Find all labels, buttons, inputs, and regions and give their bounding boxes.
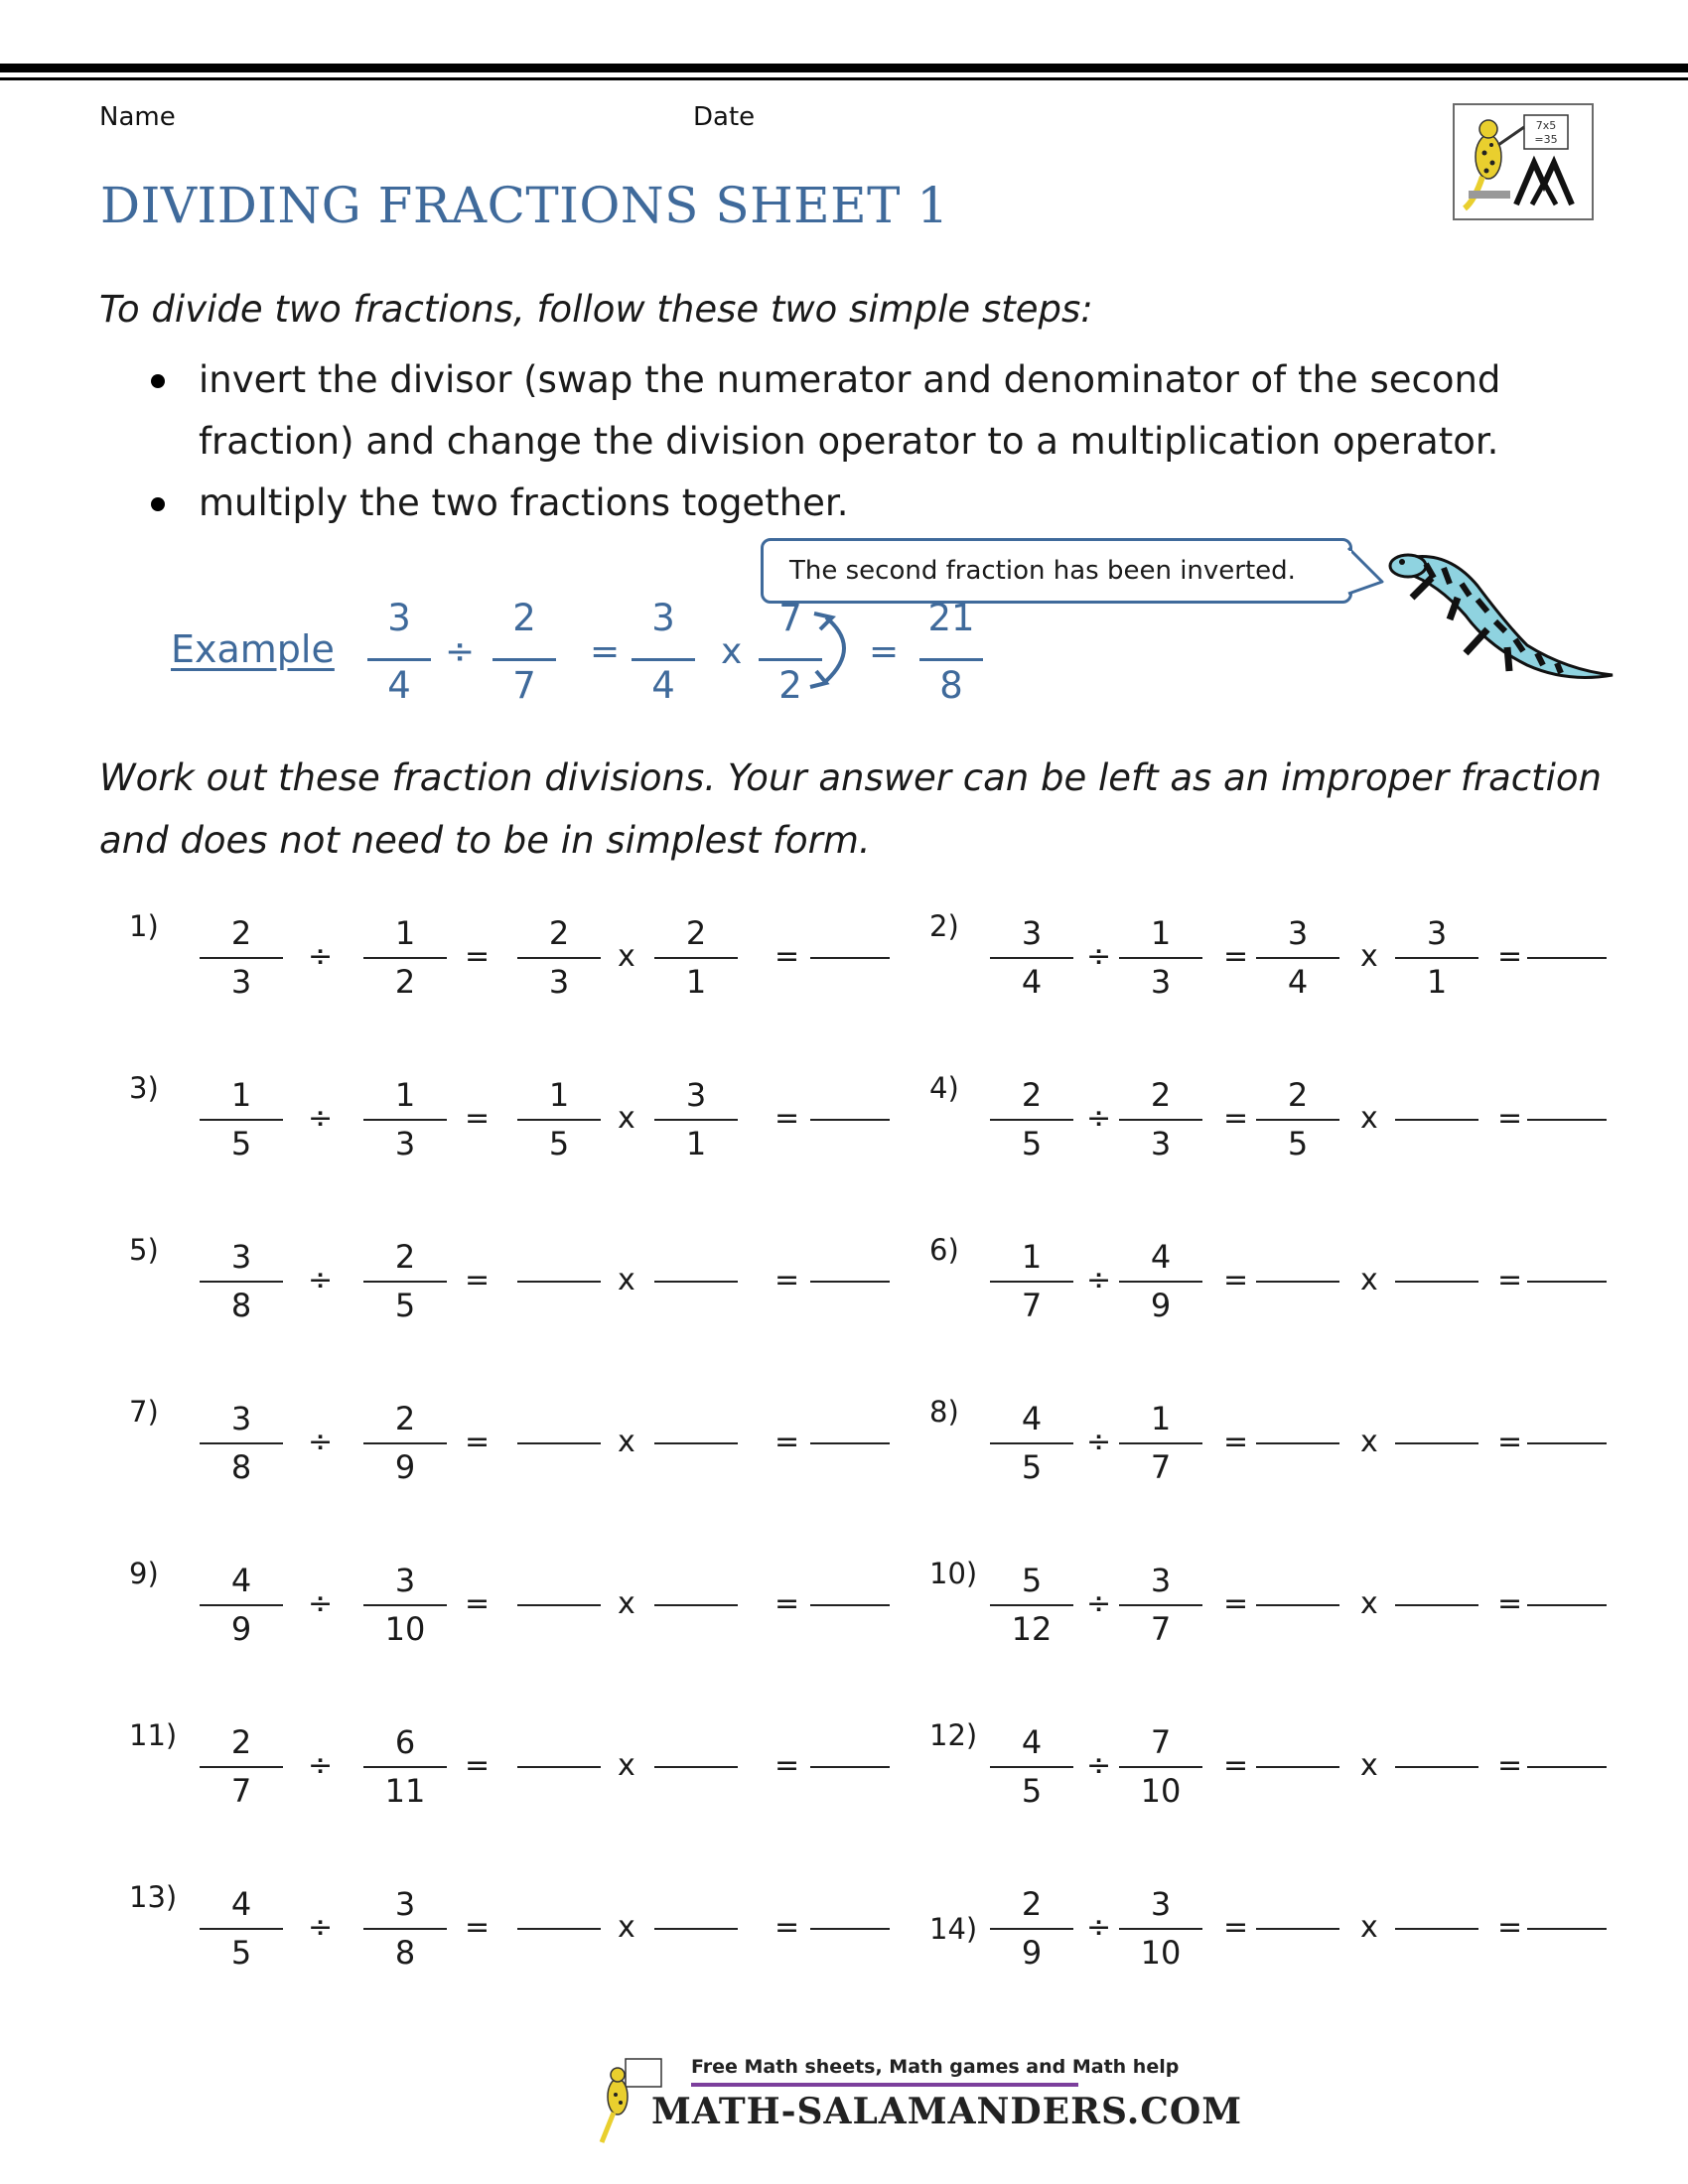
fraction-bar bbox=[363, 957, 447, 959]
example-denominator: 7 bbox=[512, 664, 536, 707]
answer-blank[interactable] bbox=[654, 1928, 738, 1930]
denominator: 5 bbox=[1021, 1772, 1043, 1810]
numerator: 3 bbox=[1287, 914, 1309, 952]
example-numerator: 3 bbox=[651, 597, 675, 639]
answer-blank[interactable] bbox=[654, 1442, 738, 1444]
question-number: 4) bbox=[929, 1071, 959, 1105]
divide-operator: ÷ bbox=[308, 1425, 334, 1459]
answer-blank[interactable] bbox=[1395, 1119, 1478, 1121]
denominator: 9 bbox=[230, 1610, 252, 1648]
equals-operator: = bbox=[774, 1425, 800, 1459]
fraction-bar bbox=[200, 1604, 283, 1606]
answer-blank[interactable] bbox=[1527, 1604, 1607, 1606]
times-operator: x bbox=[1360, 1910, 1378, 1945]
numerator: 2 bbox=[1021, 1076, 1043, 1114]
denominator: 8 bbox=[230, 1448, 252, 1486]
logo-text-bottom: =35 bbox=[1534, 133, 1558, 146]
denominator: 10 bbox=[384, 1610, 426, 1648]
example-operator: = bbox=[590, 631, 621, 672]
numerator: 1 bbox=[1021, 1238, 1043, 1276]
answer-blank[interactable] bbox=[654, 1766, 738, 1768]
question-number: 8) bbox=[929, 1395, 959, 1429]
times-operator: x bbox=[618, 1748, 635, 1783]
answer-blank[interactable] bbox=[1527, 1442, 1607, 1444]
divide-operator: ÷ bbox=[1086, 1586, 1112, 1621]
denominator: 5 bbox=[1021, 1125, 1043, 1162]
step-text: invert the divisor (swap the numerator and denominator of the second fraction) and change the division operator to a multiplication operator. bbox=[199, 358, 1501, 463]
fraction-bar bbox=[363, 1442, 447, 1444]
fraction-bar bbox=[517, 957, 601, 959]
numerator: 3 bbox=[1150, 1562, 1172, 1599]
numerator: 3 bbox=[230, 1238, 252, 1276]
numerator: 2 bbox=[394, 1400, 416, 1437]
example-numerator: 3 bbox=[387, 597, 411, 639]
answer-blank[interactable] bbox=[1256, 1442, 1339, 1444]
example-denominator: 4 bbox=[387, 664, 411, 707]
equals-operator: = bbox=[1497, 939, 1523, 974]
times-operator: x bbox=[1360, 1748, 1378, 1783]
denominator: 10 bbox=[1140, 1772, 1182, 1810]
fraction-bar bbox=[759, 658, 822, 661]
answer-blank[interactable] bbox=[1395, 1281, 1478, 1283]
numerator: 2 bbox=[685, 914, 707, 952]
numerator: 3 bbox=[1150, 1885, 1172, 1923]
numerator: 3 bbox=[394, 1885, 416, 1923]
equals-operator: = bbox=[774, 939, 800, 974]
answer-blank[interactable] bbox=[1527, 1281, 1607, 1283]
times-operator: x bbox=[618, 939, 635, 974]
fraction-bar bbox=[363, 1766, 447, 1768]
fraction-bar bbox=[363, 1928, 447, 1930]
denominator: 12 bbox=[1011, 1610, 1053, 1648]
example-label: Example bbox=[171, 627, 335, 671]
fraction-bar bbox=[1119, 1604, 1202, 1606]
fraction-bar bbox=[517, 1119, 601, 1121]
equals-operator: = bbox=[774, 1586, 800, 1621]
denominator: 5 bbox=[1021, 1448, 1043, 1486]
fraction-bar bbox=[990, 1442, 1073, 1444]
times-operator: x bbox=[618, 1425, 635, 1459]
question-number: 13) bbox=[129, 1880, 178, 1914]
numerator: 2 bbox=[1150, 1076, 1172, 1114]
equals-operator: = bbox=[1223, 1586, 1249, 1621]
example-numerator: 21 bbox=[927, 597, 975, 639]
salamander-teacher-icon bbox=[1455, 105, 1592, 218]
equals-operator: = bbox=[1223, 1101, 1249, 1136]
fraction-bar bbox=[990, 1766, 1073, 1768]
equals-operator: = bbox=[774, 1263, 800, 1297]
example-numerator: 2 bbox=[512, 597, 536, 639]
numerator: 4 bbox=[1021, 1400, 1043, 1437]
numerator: 1 bbox=[1150, 1400, 1172, 1437]
equals-operator: = bbox=[465, 939, 491, 974]
equals-operator: = bbox=[1497, 1910, 1523, 1945]
fraction-bar bbox=[200, 1766, 283, 1768]
answer-blank[interactable] bbox=[654, 1281, 738, 1283]
numerator: 5 bbox=[1021, 1562, 1043, 1599]
equals-operator: = bbox=[465, 1910, 491, 1945]
question-number: 6) bbox=[929, 1233, 959, 1267]
numerator: 2 bbox=[394, 1238, 416, 1276]
bullet-icon bbox=[151, 497, 165, 511]
divide-operator: ÷ bbox=[1086, 1263, 1112, 1297]
example-operator: x bbox=[721, 631, 743, 672]
example-operator: = bbox=[869, 631, 900, 672]
fraction-bar bbox=[990, 957, 1073, 959]
numerator: 1 bbox=[1150, 914, 1172, 952]
times-operator: x bbox=[618, 1586, 635, 1621]
times-operator: x bbox=[1360, 1263, 1378, 1297]
equals-operator: = bbox=[1223, 1748, 1249, 1783]
numerator: 4 bbox=[1021, 1723, 1043, 1761]
fraction-bar bbox=[1256, 1119, 1339, 1121]
question-number: 10) bbox=[929, 1557, 978, 1590]
answer-blank[interactable] bbox=[1395, 1442, 1478, 1444]
fraction-bar bbox=[363, 1281, 447, 1283]
times-operator: x bbox=[1360, 1101, 1378, 1136]
equals-operator: = bbox=[1497, 1263, 1523, 1297]
times-operator: x bbox=[618, 1101, 635, 1136]
denominator: 7 bbox=[1150, 1448, 1172, 1486]
fraction-bar bbox=[200, 1928, 283, 1930]
divide-operator: ÷ bbox=[308, 1910, 334, 1945]
page-title: DIVIDING FRACTIONS SHEET 1 bbox=[100, 177, 949, 234]
fraction-bar bbox=[1119, 1442, 1202, 1444]
denominator: 7 bbox=[1150, 1610, 1172, 1648]
equals-operator: = bbox=[1497, 1586, 1523, 1621]
equals-operator: = bbox=[774, 1101, 800, 1136]
answer-blank[interactable] bbox=[517, 1442, 601, 1444]
name-label: Name bbox=[99, 102, 176, 132]
numerator: 3 bbox=[230, 1400, 252, 1437]
answer-blank[interactable] bbox=[1527, 1766, 1607, 1768]
fraction-bar bbox=[990, 1928, 1073, 1930]
answer-blank[interactable] bbox=[517, 1604, 601, 1606]
bullet-icon bbox=[151, 374, 165, 388]
fraction-bar bbox=[363, 1119, 447, 1121]
answer-blank[interactable] bbox=[1256, 1604, 1339, 1606]
fraction-bar bbox=[200, 957, 283, 959]
denominator: 8 bbox=[394, 1934, 416, 1972]
fraction-bar bbox=[1119, 957, 1202, 959]
callout-bubble bbox=[761, 538, 1352, 604]
times-operator: x bbox=[1360, 1586, 1378, 1621]
denominator: 7 bbox=[230, 1772, 252, 1810]
denominator: 3 bbox=[394, 1125, 416, 1162]
denominator: 1 bbox=[685, 963, 707, 1001]
question-number: 5) bbox=[129, 1233, 159, 1267]
answer-blank[interactable] bbox=[1527, 1928, 1607, 1930]
divide-operator: ÷ bbox=[1086, 1425, 1112, 1459]
question-number: 2) bbox=[929, 909, 959, 943]
step-item bbox=[149, 349, 1539, 473]
denominator: 1 bbox=[1426, 963, 1448, 1001]
answer-blank[interactable] bbox=[810, 1766, 890, 1768]
answer-blank[interactable] bbox=[1395, 1766, 1478, 1768]
numerator: 1 bbox=[548, 1076, 570, 1114]
question-number: 12) bbox=[929, 1718, 978, 1752]
numerator: 3 bbox=[685, 1076, 707, 1114]
question-number: 1) bbox=[129, 909, 159, 943]
denominator: 5 bbox=[230, 1934, 252, 1972]
fraction-bar bbox=[919, 658, 983, 661]
footer-rule bbox=[691, 2083, 1078, 2087]
answer-blank[interactable] bbox=[810, 1928, 890, 1930]
equals-operator: = bbox=[465, 1425, 491, 1459]
divide-operator: ÷ bbox=[1086, 1910, 1112, 1945]
divide-operator: ÷ bbox=[308, 1101, 334, 1136]
times-operator: x bbox=[1360, 1425, 1378, 1459]
fraction-bar bbox=[990, 1281, 1073, 1283]
denominator: 3 bbox=[1150, 963, 1172, 1001]
steps-list bbox=[149, 349, 1539, 534]
divide-operator: ÷ bbox=[1086, 1748, 1112, 1783]
times-operator: x bbox=[618, 1910, 635, 1945]
numerator: 1 bbox=[230, 1076, 252, 1114]
numerator: 2 bbox=[1021, 1885, 1043, 1923]
answer-blank[interactable] bbox=[1256, 1766, 1339, 1768]
step-item bbox=[149, 473, 1539, 534]
denominator: 5 bbox=[1287, 1125, 1309, 1162]
footer-tagline: Free Math sheets, Math games and Math help bbox=[691, 2056, 1180, 2078]
equals-operator: = bbox=[465, 1748, 491, 1783]
example-numerator: 7 bbox=[778, 597, 802, 639]
step-text: multiply the two fractions together. bbox=[199, 481, 849, 524]
answer-blank[interactable] bbox=[1527, 1119, 1607, 1121]
denominator: 3 bbox=[230, 963, 252, 1001]
equals-operator: = bbox=[1497, 1425, 1523, 1459]
divide-operator: ÷ bbox=[1086, 939, 1112, 974]
equals-operator: = bbox=[465, 1101, 491, 1136]
divide-operator: ÷ bbox=[308, 1748, 334, 1783]
fraction-bar bbox=[1119, 1281, 1202, 1283]
instructions: Work out these fraction divisions. Your answer can be left as an improper fraction and does not need to be in simplest form. bbox=[99, 756, 1602, 862]
divide-operator: ÷ bbox=[308, 939, 334, 974]
denominator: 3 bbox=[548, 963, 570, 1001]
question-number: 3) bbox=[129, 1071, 159, 1105]
footer-brand[interactable]: MATH-SALAMANDERS.COM bbox=[651, 2091, 1243, 2132]
answer-blank[interactable] bbox=[1527, 957, 1607, 959]
fraction-bar bbox=[654, 957, 738, 959]
question-number: 11) bbox=[129, 1718, 178, 1752]
fraction-bar bbox=[1119, 1119, 1202, 1121]
numerator: 2 bbox=[1287, 1076, 1309, 1114]
numerator: 3 bbox=[1426, 914, 1448, 952]
denominator: 4 bbox=[1287, 963, 1309, 1001]
numerator: 6 bbox=[394, 1723, 416, 1761]
equals-operator: = bbox=[1223, 1263, 1249, 1297]
answer-blank[interactable] bbox=[810, 1281, 890, 1283]
example-denominator: 2 bbox=[778, 664, 802, 707]
fraction-bar bbox=[200, 1442, 283, 1444]
answer-blank[interactable] bbox=[810, 957, 890, 959]
intro-lead: To divide two fractions, follow these two simple steps: bbox=[99, 288, 1093, 331]
denominator: 9 bbox=[394, 1448, 416, 1486]
denominator: 7 bbox=[1021, 1287, 1043, 1324]
equals-operator: = bbox=[1223, 1910, 1249, 1945]
denominator: 2 bbox=[394, 963, 416, 1001]
example-denominator: 4 bbox=[651, 664, 675, 707]
denominator: 3 bbox=[1150, 1125, 1172, 1162]
answer-blank[interactable] bbox=[810, 1442, 890, 1444]
denominator: 8 bbox=[230, 1287, 252, 1324]
answer-blank[interactable] bbox=[517, 1766, 601, 1768]
denominator: 9 bbox=[1021, 1934, 1043, 1972]
fraction-bar bbox=[200, 1119, 283, 1121]
numerator: 1 bbox=[394, 914, 416, 952]
logo-text-top: 7x5 bbox=[1535, 119, 1557, 132]
answer-blank[interactable] bbox=[1395, 1604, 1478, 1606]
answer-blank[interactable] bbox=[1256, 1281, 1339, 1283]
fraction-bar bbox=[1119, 1766, 1202, 1768]
numerator: 4 bbox=[1150, 1238, 1172, 1276]
divide-operator: ÷ bbox=[308, 1263, 334, 1297]
callout-text: The second fraction has been inverted. bbox=[789, 556, 1296, 586]
fraction-bar bbox=[200, 1281, 283, 1283]
question-number: 7) bbox=[129, 1395, 159, 1429]
date-label: Date bbox=[693, 102, 756, 132]
top-rule-thick bbox=[0, 64, 1688, 72]
fraction-bar bbox=[990, 1119, 1073, 1121]
answer-blank[interactable] bbox=[1395, 1928, 1478, 1930]
equals-operator: = bbox=[1497, 1748, 1523, 1783]
numerator: 4 bbox=[230, 1562, 252, 1599]
denominator: 10 bbox=[1140, 1934, 1182, 1972]
equals-operator: = bbox=[1497, 1101, 1523, 1136]
numerator: 2 bbox=[230, 1723, 252, 1761]
equals-operator: = bbox=[465, 1263, 491, 1297]
fraction-bar bbox=[632, 658, 695, 661]
equals-operator: = bbox=[774, 1910, 800, 1945]
numerator: 3 bbox=[394, 1562, 416, 1599]
example-operator: ÷ bbox=[445, 631, 476, 672]
example-denominator: 8 bbox=[939, 664, 963, 707]
answer-blank[interactable] bbox=[654, 1604, 738, 1606]
fraction-bar bbox=[990, 1604, 1073, 1606]
denominator: 5 bbox=[548, 1125, 570, 1162]
answer-blank[interactable] bbox=[810, 1604, 890, 1606]
divide-operator: ÷ bbox=[1086, 1101, 1112, 1136]
numerator: 2 bbox=[230, 914, 252, 952]
equals-operator: = bbox=[1223, 1425, 1249, 1459]
logo bbox=[1453, 103, 1594, 220]
denominator: 11 bbox=[384, 1772, 426, 1810]
numerator: 1 bbox=[394, 1076, 416, 1114]
equals-operator: = bbox=[1223, 939, 1249, 974]
fraction-bar bbox=[492, 658, 556, 661]
fraction-bar bbox=[1119, 1928, 1202, 1930]
fraction-bar bbox=[1395, 957, 1478, 959]
equals-operator: = bbox=[465, 1586, 491, 1621]
denominator: 5 bbox=[230, 1125, 252, 1162]
fraction-bar bbox=[363, 1604, 447, 1606]
times-operator: x bbox=[618, 1263, 635, 1297]
divide-operator: ÷ bbox=[308, 1586, 334, 1621]
numerator: 2 bbox=[548, 914, 570, 952]
denominator: 4 bbox=[1021, 963, 1043, 1001]
answer-blank[interactable] bbox=[517, 1928, 601, 1930]
answer-blank[interactable] bbox=[517, 1281, 601, 1283]
fraction-bar bbox=[367, 658, 431, 661]
answer-blank[interactable] bbox=[810, 1119, 890, 1121]
equals-operator: = bbox=[774, 1748, 800, 1783]
fraction-bar bbox=[1256, 957, 1339, 959]
numerator: 4 bbox=[230, 1885, 252, 1923]
question-number: 9) bbox=[129, 1557, 159, 1590]
denominator: 5 bbox=[394, 1287, 416, 1324]
question-number: 14) bbox=[929, 1912, 978, 1946]
fraction-bar bbox=[654, 1119, 738, 1121]
times-operator: x bbox=[1360, 939, 1378, 974]
answer-blank[interactable] bbox=[1256, 1928, 1339, 1930]
denominator: 9 bbox=[1150, 1287, 1172, 1324]
top-rule-thin bbox=[0, 77, 1688, 80]
numerator: 7 bbox=[1150, 1723, 1172, 1761]
salamander-icon bbox=[1378, 536, 1617, 715]
denominator: 1 bbox=[685, 1125, 707, 1162]
numerator: 3 bbox=[1021, 914, 1043, 952]
